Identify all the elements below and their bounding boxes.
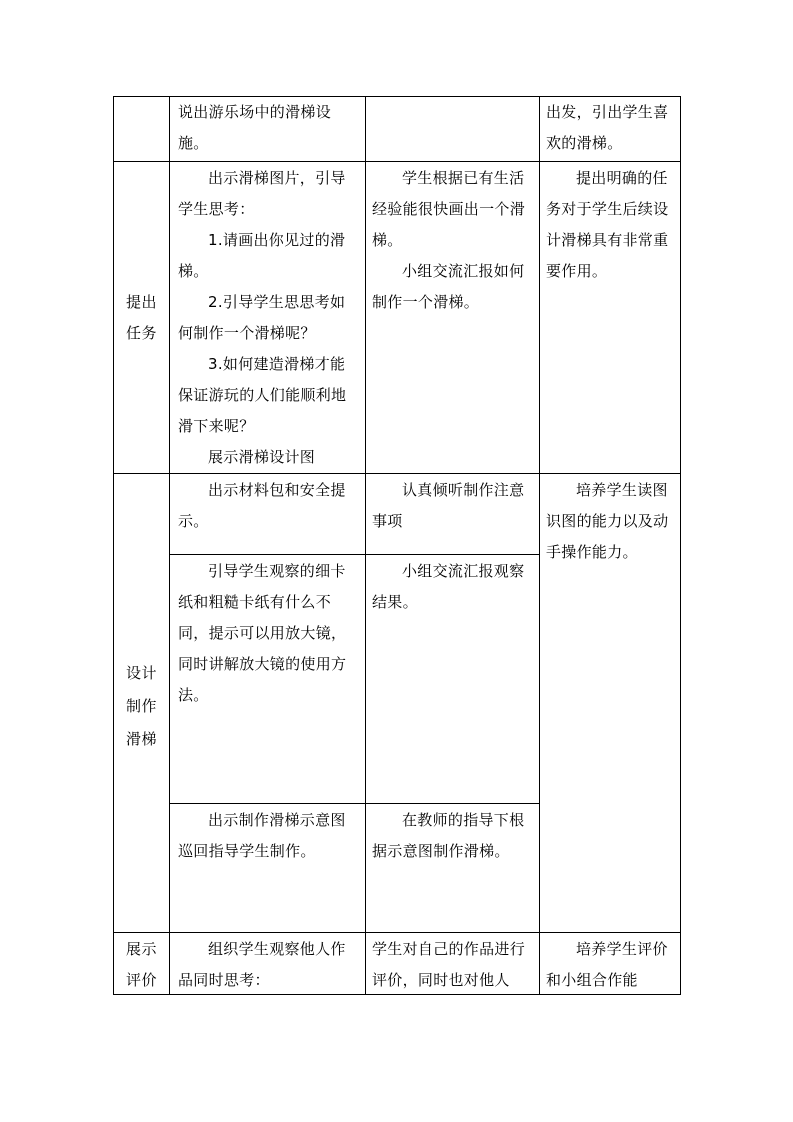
row-divider-1 bbox=[113, 161, 681, 162]
student-text: 小组交流汇报观察结果。 bbox=[372, 562, 525, 611]
stage-label-evaluation: 展示 评价 bbox=[125, 940, 157, 989]
row2-teacher-cell bbox=[178, 163, 358, 473]
table-divider-2 bbox=[365, 96, 366, 995]
teacher-text: 出示制作滑梯示意图巡回指导学生制作。 bbox=[178, 811, 346, 860]
row-divider-2 bbox=[113, 473, 681, 474]
row3b-student-cell bbox=[372, 556, 533, 618]
teacher-text: 展示滑梯设计图 bbox=[208, 448, 316, 466]
row3c-student-cell bbox=[372, 805, 533, 867]
teacher-text: 2.引导学生思思考如何制作一个滑梯呢？ bbox=[178, 293, 346, 342]
teacher-text: 出示滑梯图片，引导学生思考： bbox=[178, 169, 346, 218]
row4-intent-cell bbox=[546, 934, 674, 996]
row4-student-cell bbox=[372, 934, 533, 996]
row-divider-3 bbox=[113, 932, 681, 933]
row3c-teacher-cell bbox=[178, 805, 358, 867]
table-divider-1 bbox=[169, 96, 170, 995]
teacher-text: 说出游乐场中的滑梯设施。 bbox=[178, 103, 332, 152]
subrow-divider-2 bbox=[169, 803, 540, 804]
intent-text: 培养学生评价和小组合作能 bbox=[546, 940, 668, 989]
row1-teacher-cell bbox=[178, 97, 358, 159]
student-text: 学生根据已有生活经验能很快画出一个滑梯。 bbox=[372, 169, 526, 249]
table-border-left bbox=[113, 96, 114, 995]
teacher-text: 出示材料包和安全提示。 bbox=[178, 481, 346, 530]
table-divider-3 bbox=[539, 96, 540, 995]
row2-intent-cell bbox=[546, 163, 674, 287]
teacher-text: 组织学生观察他人作品同时思考： bbox=[178, 940, 346, 989]
teacher-text: 引导学生观察的细卡纸和粗糙卡纸有什么不同，提示可以用放大镜，同时讲解放大镜的使用方法。 bbox=[178, 562, 347, 704]
row3a-teacher-cell bbox=[178, 475, 358, 537]
row2-student-cell bbox=[372, 163, 533, 318]
row3-intent-cell bbox=[546, 475, 674, 568]
row1-intent-cell bbox=[546, 97, 674, 159]
teacher-text: 3.如何建造滑梯才能保证游玩的人们能顺利地滑下来呢？ bbox=[178, 355, 347, 435]
teacher-text: 1.请画出你见过的滑梯。 bbox=[178, 231, 346, 280]
intent-text: 出发，引出学生喜欢的滑梯。 bbox=[546, 103, 669, 152]
student-text: 学生对自己的作品进行评价，同时也对他人 bbox=[372, 940, 526, 989]
row3b-teacher-cell bbox=[178, 556, 358, 711]
intent-text: 培养学生读图识图的能力以及动手操作能力。 bbox=[546, 481, 669, 561]
stage-label-task: 提出 任务 bbox=[125, 293, 157, 342]
intent-text: 提出明确的任务对于学生后续设计滑梯具有非常重要作用。 bbox=[546, 169, 669, 280]
student-text: 认真倾听制作注意事项 bbox=[372, 481, 525, 530]
student-text: 小组交流汇报如何制作一个滑梯。 bbox=[372, 262, 525, 311]
stage-label-design: 设计 制作 滑梯 bbox=[125, 664, 157, 748]
table-border-right bbox=[680, 96, 681, 995]
subrow-divider-1 bbox=[169, 554, 540, 555]
row4-teacher-cell bbox=[178, 934, 358, 996]
student-text: 在教师的指导下根据示意图制作滑梯。 bbox=[372, 811, 525, 860]
row3a-student-cell bbox=[372, 475, 533, 537]
